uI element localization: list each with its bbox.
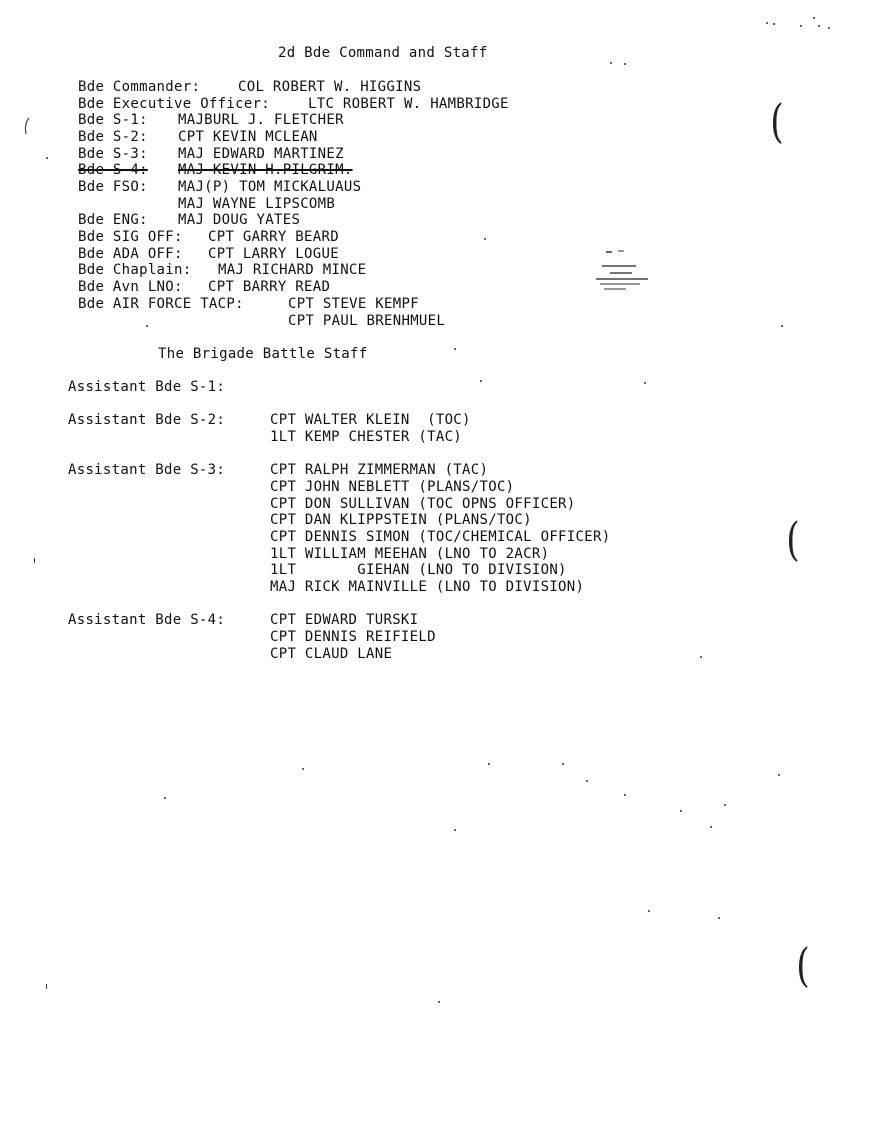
staff-entry: 1LT GIEHAN (LNO TO DIVISION) <box>270 562 567 578</box>
command-value: MAJ WAYNE LIPSCOMB <box>178 196 336 212</box>
command-label: Bde ENG: <box>78 212 148 228</box>
staff-entry: CPT CLAUD LANE <box>270 646 393 662</box>
section-heading: The Brigade Battle Staff <box>158 346 368 362</box>
command-label: Bde FSO: <box>78 179 148 195</box>
document-title: 2d Bde Command and Staff <box>278 45 488 61</box>
command-value: MAJBURL J. FLETCHER <box>178 112 344 128</box>
staff-entry: CPT DON SULLIVAN (TOC OPNS OFFICER) <box>270 496 576 512</box>
command-value: CPT PAUL BRENHMUEL <box>288 313 446 329</box>
command-value: MAJ DOUG YATES <box>178 212 301 228</box>
command-value: MAJ EDWARD MARTINEZ <box>178 146 344 162</box>
command-value: MAJ RICHARD MINCE <box>218 262 367 278</box>
staff-entry: CPT WALTER KLEIN (TOC) <box>270 412 471 428</box>
command-value: CPT LARRY LOGUE <box>208 246 339 262</box>
staff-label: Assistant Bde S-4: <box>68 612 226 628</box>
command-label-struck: Bde S-4: <box>78 162 148 178</box>
command-value-struck: MAJ KEVIN H.PILGRIM. <box>178 162 353 178</box>
staff-entry: CPT DAN KLIPPSTEIN (PLANS/TOC) <box>270 512 532 528</box>
command-label: Bde S-3: <box>78 146 148 162</box>
staff-entry: 1LT KEMP CHESTER (TAC) <box>270 429 463 445</box>
staff-entry: 1LT WILLIAM MEEHAN (LNO TO 2ACR) <box>270 546 550 562</box>
command-value: CPT KEVIN MCLEAN <box>178 129 318 145</box>
command-label: Bde AIR FORCE TACP: <box>78 296 244 312</box>
command-value: CPT STEVE KEMPF <box>288 296 419 312</box>
staff-entry: CPT DENNIS SIMON (TOC/CHEMICAL OFFICER) <box>270 529 611 545</box>
command-value: CPT BARRY READ <box>208 279 331 295</box>
command-label: Bde S-2: <box>78 129 148 145</box>
scribble-mark <box>592 248 654 296</box>
command-value: COL ROBERT W. HIGGINS <box>238 79 422 95</box>
staff-label: Assistant Bde S-2: <box>68 412 226 428</box>
staff-entry: CPT JOHN NEBLETT (PLANS/TOC) <box>270 479 515 495</box>
command-label: Bde Avn LNO: <box>78 279 183 295</box>
staff-label: Assistant Bde S-3: <box>68 462 226 478</box>
command-value: MAJ(P) TOM MICKALUAUS <box>178 179 362 195</box>
command-label: Bde SIG OFF: <box>78 229 183 245</box>
punch-hole-mark: ( <box>786 512 800 566</box>
command-label: Bde Chaplain: <box>78 262 192 278</box>
command-label: Bde Executive Officer: <box>78 96 271 112</box>
staff-entry: CPT DENNIS REIFIELD <box>270 629 436 645</box>
punch-hole-mark: ( <box>770 94 784 148</box>
command-label: Bde Commander: <box>78 79 201 95</box>
staff-entry: CPT RALPH ZIMMERMAN (TAC) <box>270 462 489 478</box>
command-value: LTC ROBERT W. HAMBRIDGE <box>308 96 509 112</box>
staff-entry: MAJ RICK MAINVILLE (LNO TO DIVISION) <box>270 579 585 595</box>
command-label: Bde ADA OFF: <box>78 246 183 262</box>
staff-label: Assistant Bde S-1: <box>68 379 226 395</box>
staff-entry: CPT EDWARD TURSKI <box>270 612 419 628</box>
command-label: Bde S-1: <box>78 112 148 128</box>
punch-hole-mark: ( <box>796 938 810 992</box>
command-value: CPT GARRY BEARD <box>208 229 339 245</box>
margin-mark <box>20 116 36 138</box>
